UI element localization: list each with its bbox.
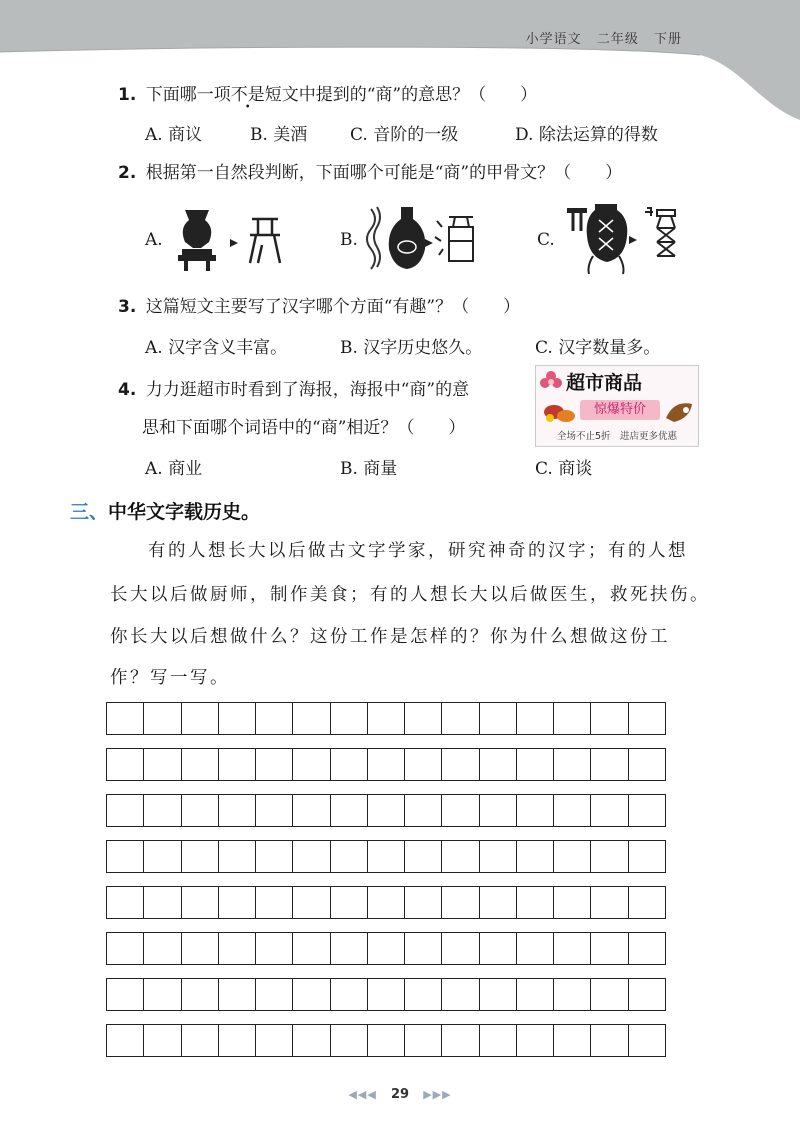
option-b: B. 美酒 xyxy=(250,125,308,145)
question-stem-line1: 力力逛超市时看到了海报，海报中“商”的意 xyxy=(145,380,470,400)
question-number: 2. xyxy=(118,163,137,183)
grid-row[interactable] xyxy=(106,748,666,781)
option-c: C. 音阶的一级 xyxy=(350,125,459,145)
paragraph-line-1: 有的人想长大以后做古文字学家，研究神奇的汉字；有的人想 xyxy=(148,541,688,561)
page-footer xyxy=(0,1087,800,1102)
paragraph-line-2: 长大以后做厨师，制作美食；有的人想长大以后做医生，救死扶伤。 xyxy=(110,585,710,605)
question-1 xyxy=(118,84,537,106)
question-number: 4. xyxy=(118,380,137,400)
poster-footer: 全场不止5折 进店更多优惠 xyxy=(556,431,678,442)
emphasis-text: 不是 xyxy=(230,85,265,105)
grid-row[interactable] xyxy=(106,1024,666,1057)
section-title xyxy=(70,497,260,524)
option-a-label: A. xyxy=(145,230,163,250)
option-c-label: C. xyxy=(537,230,555,250)
poster-title: 超市商品 xyxy=(566,372,643,394)
section-number: 三、 xyxy=(70,501,109,523)
food-icon xyxy=(540,398,580,426)
header-subject: 小学语文 xyxy=(525,32,582,47)
question-3 xyxy=(118,296,520,318)
question-number: 1. xyxy=(118,85,137,105)
flower-icon xyxy=(538,368,564,394)
option-c: C. 汉字数量多。 xyxy=(535,338,661,358)
left-arrows-icon: ◀◀◀ xyxy=(348,1088,377,1101)
question-2 xyxy=(118,162,622,184)
option-d: D. 除法运算的得数 xyxy=(515,125,658,145)
supermarket-poster xyxy=(535,365,699,447)
paragraph-line-3: 你长大以后想做什么？这份工作是怎样的？你为什么想做这份工 xyxy=(110,627,670,647)
question-4 xyxy=(118,379,469,401)
option-b: B. 商量 xyxy=(340,459,398,479)
poster-banner: 惊爆特价 xyxy=(580,400,660,420)
question-stem: 根据第一自然段判断，下面哪个可能是“商”的甲骨文？（ ） xyxy=(145,163,623,183)
writing-grid[interactable] xyxy=(106,702,666,1070)
option-a: A. 商议 xyxy=(145,125,203,145)
grid-row[interactable] xyxy=(106,932,666,965)
question-number: 3. xyxy=(118,297,137,317)
jar-to-glyph-image-c xyxy=(565,200,685,278)
question-stem: 这篇短文主要写了汉字哪个方面“有趣”？（ ） xyxy=(145,297,521,317)
grid-row[interactable] xyxy=(106,978,666,1011)
option-a: A. 汉字含义丰富。 xyxy=(145,338,288,358)
header-grade: 二年级 xyxy=(596,32,639,47)
meat-icon xyxy=(662,398,696,426)
question-stem-rest: 短文中提到的“商”的意思？（ ） xyxy=(264,85,538,105)
header-term: 下册 xyxy=(653,32,682,47)
page-number: 29 xyxy=(390,1087,410,1102)
question-stem: 下面哪一项 xyxy=(145,85,231,105)
grid-row[interactable] xyxy=(106,886,666,919)
option-b-label: B. xyxy=(340,230,358,250)
grid-row[interactable] xyxy=(106,840,666,873)
option-b: B. 汉字历史悠久。 xyxy=(340,338,483,358)
question-stem-line2: 思和下面哪个词语中的“商”相近？（ ） xyxy=(142,418,466,438)
grid-row[interactable] xyxy=(106,702,666,735)
section-heading: 中华文字载历史。 xyxy=(108,501,261,523)
header-book-info xyxy=(516,28,682,47)
right-arrows-icon: ▶▶▶ xyxy=(423,1088,452,1101)
option-c: C. 商谈 xyxy=(535,459,593,479)
paragraph-line-4: 作？写一写。 xyxy=(110,668,230,688)
pot-to-glyph-image-a xyxy=(170,205,290,277)
grid-row[interactable] xyxy=(106,794,666,827)
option-a: A. 商业 xyxy=(145,459,203,479)
vase-to-glyph-image-b xyxy=(365,203,485,277)
